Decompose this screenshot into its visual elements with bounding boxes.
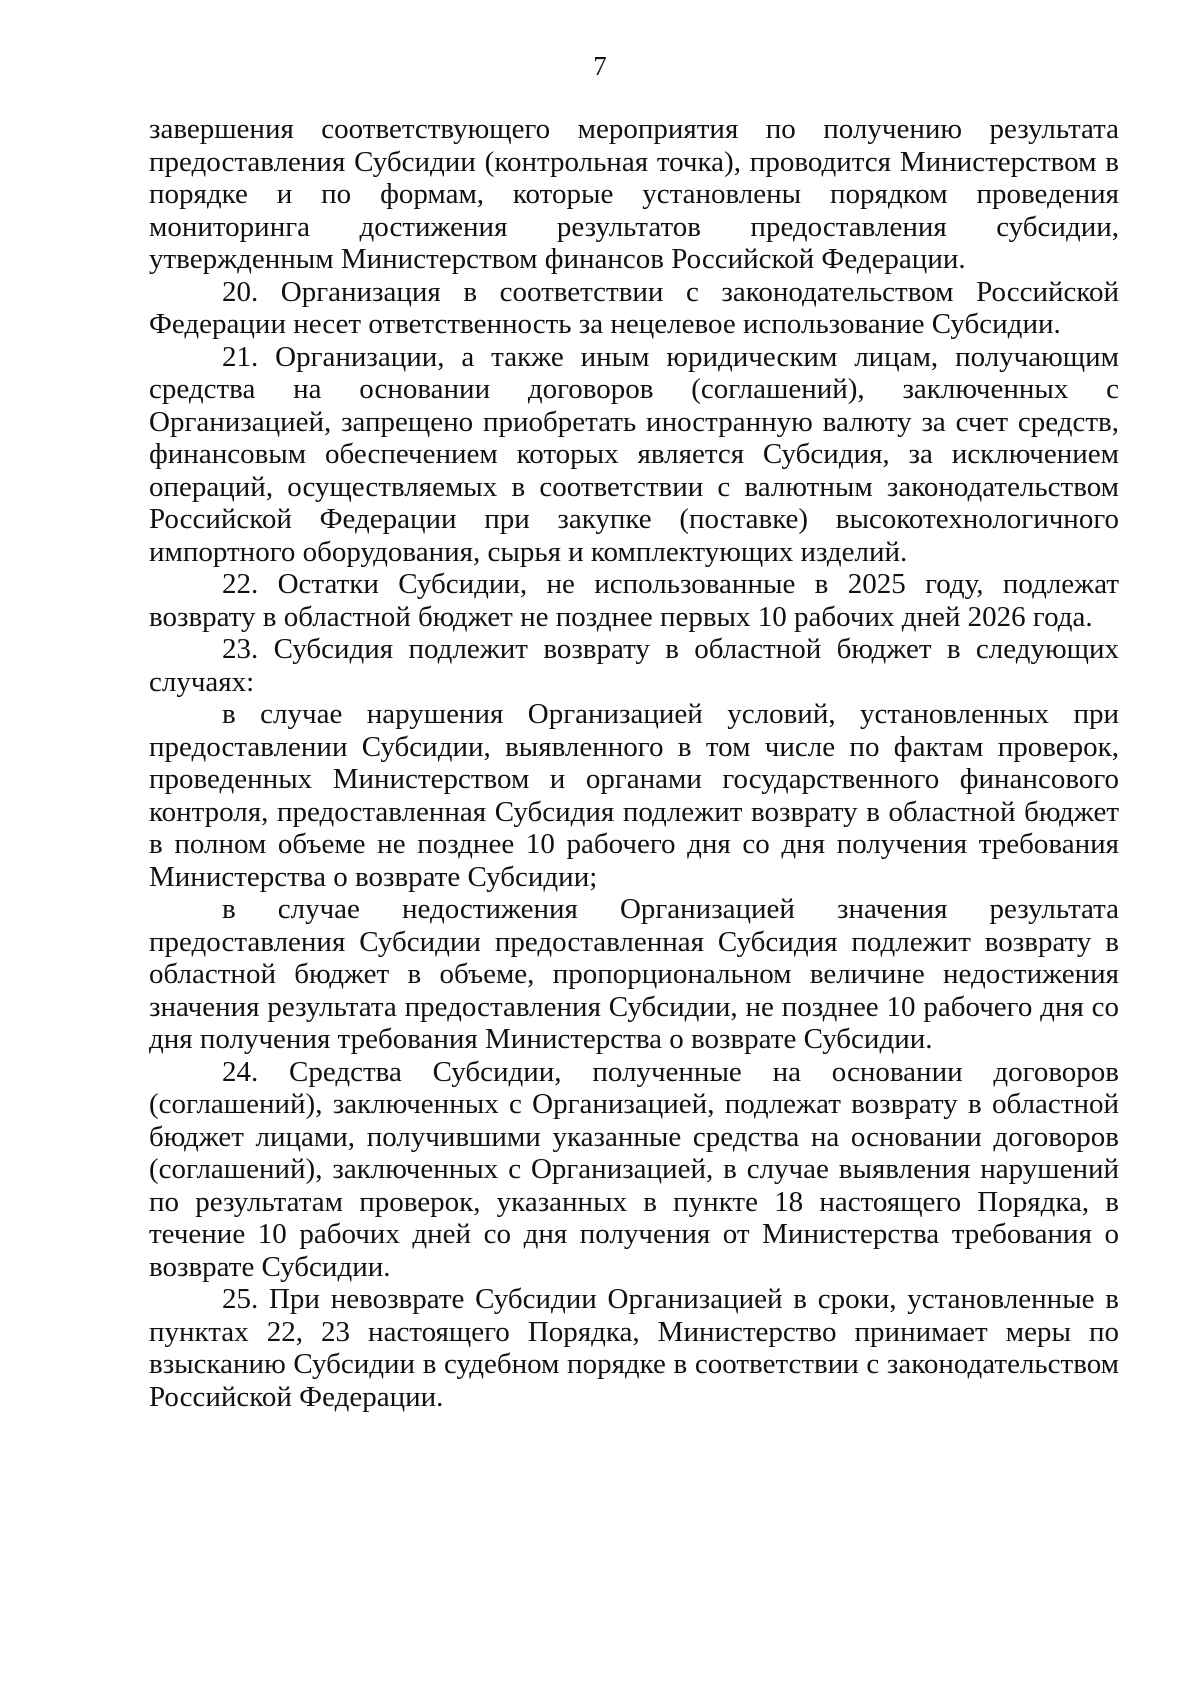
paragraph-item-24: 24. Средства Субсидии, полученные на основании договоров (соглашений), заключенных с Организацией, подлежат возврату в областной бюджет лицами, получившими указанные средства на основании договоров (соглашений), заключенных с Организацией, в случае выявления нарушений по результатам проверок, указанных в пункте 18 настоящего Порядка, в течение 10 рабочих дней со дня получения от Министерства требования о возврате Субсидии. <box>149 1055 1119 1283</box>
paragraph-item-20: 20. Организация в соответствии с законодательством Российской Федерации несет ответственность за нецелевое использование Субсидии. <box>149 275 1119 340</box>
paragraph-item-25: 25. При невозврате Субсидии Организацией в сроки, установленные в пунктах 22, 23 настоящего Порядка, Министерство принимает меры по взысканию Субсидии в судебном порядке в соответствии с законодательством Российской Федерации. <box>149 1283 1119 1413</box>
paragraph-item-23: 23. Субсидия подлежит возврату в областной бюджет в следующих случаях: <box>149 633 1119 698</box>
document-body <box>149 113 1119 1413</box>
paragraph-continuation: завершения соответствующего мероприятия по получению результата предоставления Субсидии (контрольная точка), проводится Министерством в порядке и по формам, которые установлены порядком проведения мониторинга достижения результатов предоставления субсидии, утвержденным Министерством финансов Российской Федерации. <box>149 113 1119 275</box>
paragraph-item-22: 22. Остатки Субсидии, не использованные в 2025 году, подлежат возврату в областной бюджет не позднее первых 10 рабочих дней 2026 года. <box>149 568 1119 633</box>
paragraph-item-23-case-2: в случае недостижения Организацией значения результата предоставления Субсидии предоставленная Субсидия подлежит возврату в областной бюджет в объеме, пропорциональном величине недостижения значения результата предоставления Субсидии, не позднее 10 рабочего дня со дня получения требования Министерства о возврате Субсидии. <box>149 893 1119 1055</box>
paragraph-item-23-case-1: в случае нарушения Организацией условий, установленных при предоставлении Субсидии, выявленного в том числе по фактам проверок, проведенных Министерством и органами государственного финансового контроля, предоставленная Субсидия подлежит возврату в областной бюджет в полном объеме не позднее 10 рабочего дня со дня получения требования Министерства о возврате Субсидии; <box>149 698 1119 893</box>
paragraph-item-21: 21. Организации, а также иным юридическим лицам, получающим средства на основании договоров (соглашений), заключенных с Организацией, запрещено приобретать иностранную валюту за счет средств, финансовым обеспечением которых является Субсидия, за исключением операций, осуществляемых в соответствии с валютным законодательством Российской Федерации при закупке (поставке) высокотехнологичного импортного оборудования, сырья и комплектующих изделий. <box>149 340 1119 568</box>
page-number: 7 <box>593 51 607 81</box>
